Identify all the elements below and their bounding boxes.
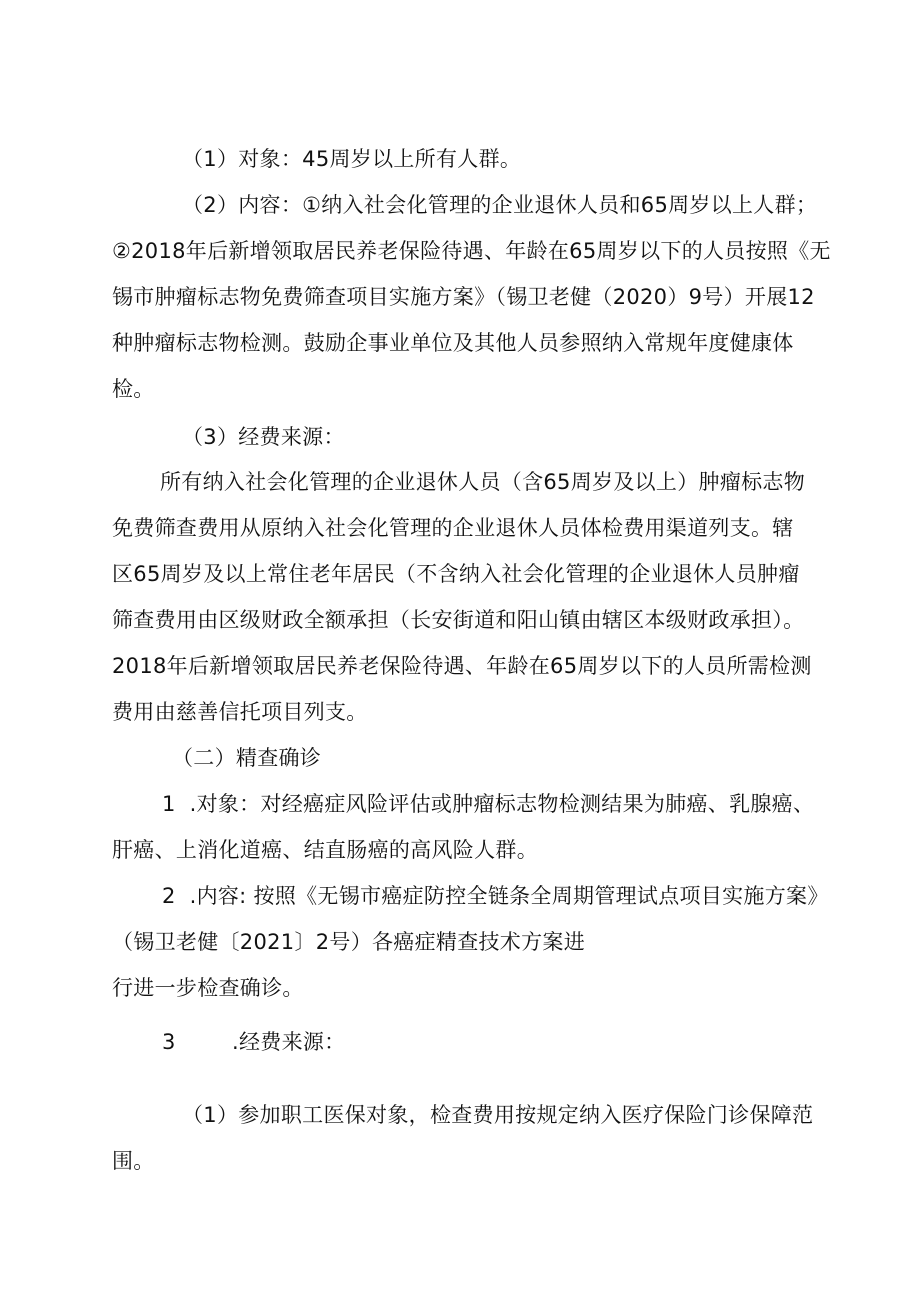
paragraph-target-group: （1）对象：45周岁以上所有人群。 xyxy=(182,147,522,171)
paragraph-funding-line-6: 费用由慈善信托项目列支。 xyxy=(112,700,368,724)
paragraph-medical-insurance-line-1: （1）参加职工医保对象，检查费用按规定纳入医疗保险门诊保障范 xyxy=(182,1103,814,1127)
item-2-line-3: 行进一步检查确诊。 xyxy=(112,976,304,1000)
item-1-line-1: 1 .对象：对经癌症风险评估或肿瘤标志物检测结果为肺癌、乳腺癌、 xyxy=(162,792,815,816)
item-3-text: .经费来源： xyxy=(232,1030,346,1054)
paragraph-funding-line-4: 筛查费用由区级财政全额承担（长安街道和阳山镇由辖区本级财政承担）。 xyxy=(112,608,805,632)
paragraph-content-line-3: 锡市肿瘤标志物免费筛查项目实施方案》（锡卫老健（2020）9号）开展12 xyxy=(112,285,815,309)
paragraph-funding-line-1: 所有纳入社会化管理的企业退休人员（含65周岁及以上）肿瘤标志物 xyxy=(160,470,806,494)
paragraph-funding-line-3: 区65周岁及以上常住老年居民（不含纳入社会化管理的企业退休人员肿瘤 xyxy=(112,562,800,586)
paragraph-content-line-5: 检。 xyxy=(112,377,155,401)
paragraph-content-line-2: ②2018年后新增领取居民养老保险待遇、年龄在65周岁以下的人员按照《无 xyxy=(112,239,831,263)
paragraph-medical-insurance-line-2: 围。 xyxy=(112,1149,155,1173)
paragraph-funding-line-5: 2018年后新增领取居民养老保险待遇、年龄在65周岁以下的人员所需检测 xyxy=(112,654,812,678)
paragraph-funding-line-2: 免费筛查费用从原纳入社会化管理的企业退休人员体检费用渠道列支。辖 xyxy=(112,516,794,540)
paragraph-content-line-1: （2）内容：①纳入社会化管理的企业退休人员和65周岁以上人群； xyxy=(182,193,818,217)
paragraph-content-line-4: 种肿瘤标志物检测。鼓励企事业单位及其他人员参照纳入常规年度健康体 xyxy=(112,331,794,355)
item-1-line-2: 肝癌、上消化道癌、结直肠癌的高风险人群。 xyxy=(112,838,538,862)
item-3-number: 3 xyxy=(162,1030,176,1054)
section-heading-diagnosis: （二）精查确诊 xyxy=(172,746,322,770)
paragraph-funding-heading: （3）经费来源： xyxy=(182,425,345,449)
item-2-line-2: （锡卫老健〔2021〕2号）各癌症精查技术方案进 xyxy=(112,930,586,954)
item-2-line-1: 2 .内容: 按照《无锡市癌症防控全链条全周期管理试点项目实施方案》 xyxy=(162,884,829,908)
